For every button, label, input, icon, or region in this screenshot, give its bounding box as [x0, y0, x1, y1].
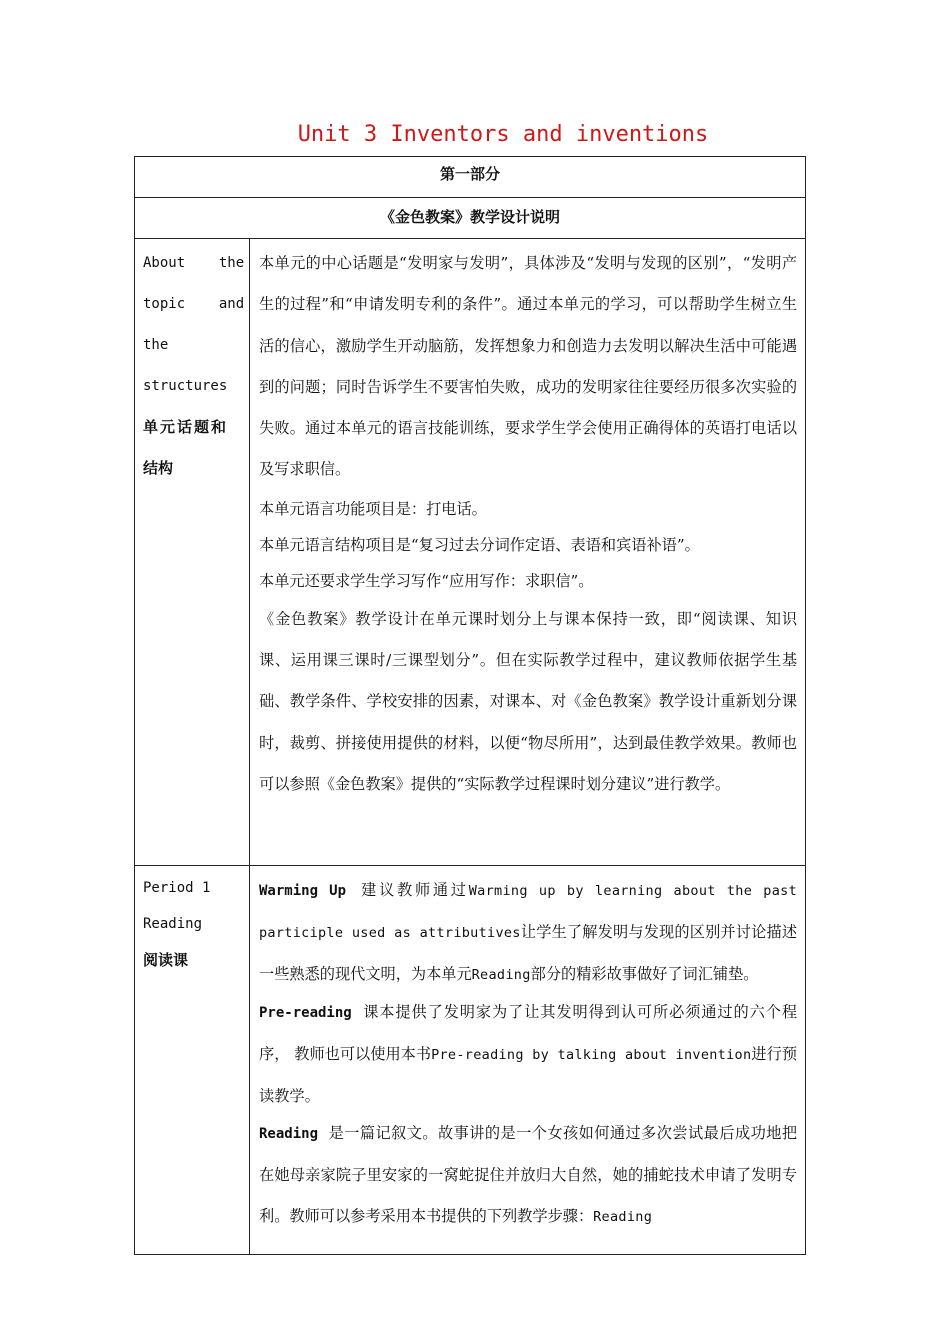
label-cn-line-2: 结构	[143, 459, 174, 477]
topic-structure-content-cell	[250, 239, 806, 866]
pre-reading-paragraph: Pre-reading 课本提供了发明家为了让其发明得到认可所必须通过的六个程序， 教师也可以使用本书Pre-reading by talking about invention进行预读教学。	[259, 1003, 798, 1105]
label-en-line-4: structures	[143, 378, 228, 394]
reading-class-label: 阅读课	[143, 951, 189, 969]
period-label-cell	[135, 866, 250, 1255]
reading-section-label: Reading	[259, 1126, 319, 1142]
document-title: Unit 3 Inventors and inventions	[297, 122, 709, 147]
label-en-line-3: the	[143, 337, 169, 353]
design-description-header: 《金色教案》教学设计说明	[135, 198, 806, 239]
writing-paragraph: 本单元还要求学生学习写作“应用写作：求职信”。	[259, 571, 594, 590]
reading-label: Reading	[143, 916, 203, 932]
lesson-plan-table	[134, 156, 806, 1255]
label-en-line-1: About the	[143, 255, 245, 271]
reading-paragraph: Reading 是一篇记叙文。故事讲的是一个女孩如何通过多次尝试最后成功地把在她母亲家院子里安家的一窝蛇捉住并放归大自然，她的捕蛇技术申请了发明专利。教师可以参考采用本书提供的下列教学步骤：Reading	[259, 1124, 798, 1225]
unit-topic-paragraph: 本单元的中心话题是“发明家与发明”，具体涉及“发明与发现的区别”，“发明产生的过程”和“申请发明专利的条件”。通过本单元的学习，可以帮助学生树立生活的信心，激励学生开动脑筋，发挥想象力和创造力去发明以解决生活中可能遇到的问题；同时告诉学生不要害怕失败，成功的发明家往往要经历很多次实验的失败。通过本单元的语言技能训练，要求学生学会使用正确得体的英语打电话以及写求职信。	[259, 254, 798, 479]
period-label: Period 1	[143, 880, 211, 896]
warming-up-paragraph: Warming Up 建议教师通过Warming up by learning about the past participle used as attributives让学生了解发明与发现的区别并讨论描述一些熟悉的现代文明，为本单元Reading部分的精彩故事做好了词汇铺垫。	[259, 881, 798, 983]
warming-up-label: Warming Up	[259, 883, 347, 899]
section-header: 第一部分	[135, 157, 806, 198]
language-function-paragraph: 本单元语言功能项目是：打电话。	[259, 499, 487, 518]
topic-structure-label-cell	[135, 239, 250, 866]
label-cn-line-1: 单元话题和	[143, 418, 229, 436]
pre-reading-label: Pre-reading	[259, 1005, 352, 1021]
period-content-cell	[250, 866, 806, 1255]
label-en-line-2: topic and	[143, 296, 245, 312]
lesson-design-paragraph: 《金色教案》教学设计在单元课时划分上与课本保持一致，即“阅读课、知识课、运用课三课时/三课型划分”。但在实际教学过程中，建议教师依据学生基础、教学条件、学校安排的因素，对课本、对《金色教案》教学设计重新划分课时，裁剪、拼接使用提供的材料，以便“物尽所用”，达到最佳教学效果。教师也可以参照《金色教案》提供的“实际教学过程课时划分建议”进行教学。	[259, 609, 798, 793]
language-structure-paragraph: 本单元语言结构项目是“复习过去分词作定语、表语和宾语补语”。	[259, 535, 700, 554]
